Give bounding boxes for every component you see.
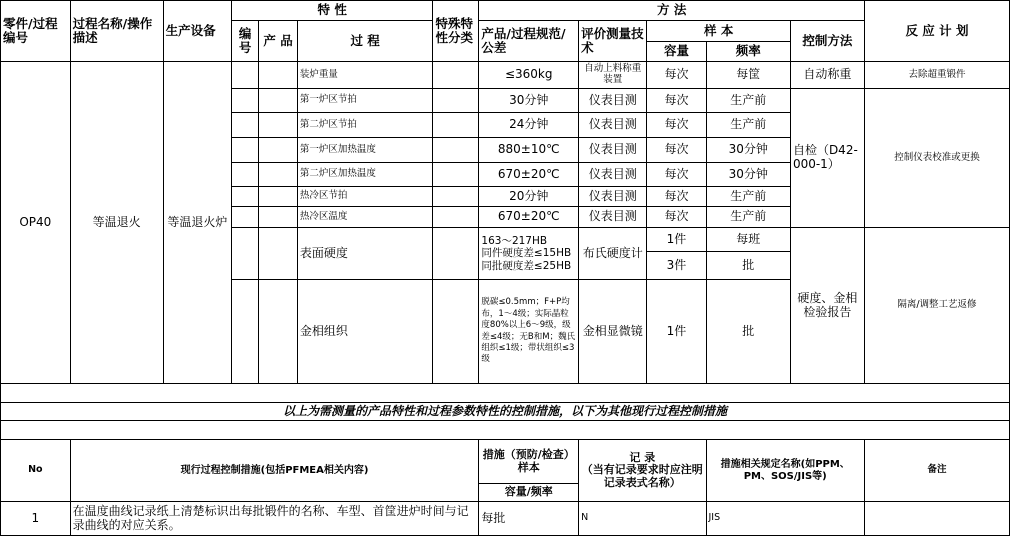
row-capacity: 每次 <box>647 207 706 228</box>
cell-product <box>259 113 298 138</box>
footer-header-regulation: 措施相关规定名称(如PPM、PM、SOS/JIS等) <box>706 440 864 502</box>
hardness-spec-line: 同批硬度差≤25HB <box>481 259 572 272</box>
op-name: 等温退火 <box>70 62 163 384</box>
header-process-name: 过程名称/操作描述 <box>70 1 163 62</box>
cell-special <box>433 228 479 280</box>
footer-row-sample: 每批 <box>479 502 579 536</box>
control-group: 自检（D42-000-1） <box>790 89 864 228</box>
row-eval: 仪表目测 <box>579 163 647 187</box>
hardness-spec-line: 同件硬度差≤15HB <box>481 247 572 260</box>
row-frequency: 30分钟 <box>706 163 790 187</box>
cell-special <box>433 89 479 113</box>
row-spec: 670±20℃ <box>479 207 579 228</box>
cell-special <box>433 207 479 228</box>
header-col-eval: 评价测量技术 <box>579 21 647 62</box>
cell-no <box>232 187 259 207</box>
metallo-frequency: 批 <box>706 280 790 384</box>
row-capacity: 每次 <box>647 187 706 207</box>
footer-header-record-sub: （当有记录要求时应注明记录表式名称） <box>581 463 703 489</box>
row-process: 第二炉区加热温度 <box>297 163 433 187</box>
row-control: 自动称重 <box>790 62 864 89</box>
cell-no <box>232 89 259 113</box>
header-col-control: 控制方法 <box>790 21 864 62</box>
hardness-spec-line: 163～217HB <box>481 235 548 248</box>
row-reaction: 去除超重锻件 <box>864 62 1009 89</box>
cell-no <box>232 138 259 163</box>
lower-control: 硬度、金相检验报告 <box>790 228 864 384</box>
row-process: 装炉重量 <box>297 62 433 89</box>
metallo-process: 金相组织 <box>297 280 433 384</box>
row-eval: 自动上料称重装置 <box>579 62 647 89</box>
row-eval: 仪表目测 <box>579 89 647 113</box>
header-reaction-plan: 反 应 计 划 <box>864 1 1009 62</box>
row-spec: 880±10℃ <box>479 138 579 163</box>
cell-no <box>232 62 259 89</box>
footer-row-measure: 在温度曲线记录纸上清楚标识出每批锻件的名称、车型、首筐进炉时间与记录曲线的对应关系。 <box>70 502 479 536</box>
cell-special <box>433 62 479 89</box>
row-frequency: 生产前 <box>706 89 790 113</box>
row-spec: ≤360kg <box>479 62 579 89</box>
footer-header-remark: 备注 <box>864 440 1009 502</box>
cell-product <box>259 228 298 280</box>
header-special-class: 特殊特性分类 <box>433 1 479 62</box>
spacer-band <box>1 421 1010 440</box>
row-frequency: 每筐 <box>706 62 790 89</box>
row-capacity: 每次 <box>647 62 706 89</box>
cell-product <box>259 163 298 187</box>
header-characteristics: 特 性 <box>232 1 433 21</box>
row-capacity: 每次 <box>647 89 706 113</box>
footer-header-no: No <box>1 440 71 502</box>
row-process: 第二炉区节拍 <box>297 113 433 138</box>
header-col-frequency: 频率 <box>706 42 790 62</box>
header-col-capacity: 容量 <box>647 42 706 62</box>
row-eval: 仪表目测 <box>579 187 647 207</box>
row-process: 第一炉区节拍 <box>297 89 433 113</box>
row-frequency: 30分钟 <box>706 138 790 163</box>
lower-reaction: 隔离/调整工艺返修 <box>864 228 1009 384</box>
row-spec: 670±20℃ <box>479 163 579 187</box>
row-process: 第一炉区加热温度 <box>297 138 433 163</box>
header-col-spec: 产品/过程规范/公差 <box>479 21 579 62</box>
footer-row-regulation: JIS <box>706 502 864 536</box>
metallo-capacity: 1件 <box>647 280 706 384</box>
row-process: 热冷区温度 <box>297 207 433 228</box>
spacer-band <box>1 384 1010 403</box>
cell-no <box>232 228 259 280</box>
cell-special <box>433 187 479 207</box>
transition-note: 以上为需测量的产品特性和过程参数特性的控制措施，以下为其他现行过程控制措施 <box>1 403 1010 421</box>
row-eval: 仪表目测 <box>579 207 647 228</box>
row-capacity: 每次 <box>647 113 706 138</box>
cell-product <box>259 62 298 89</box>
op-equipment: 等温退火炉 <box>163 62 231 384</box>
row-spec: 24分钟 <box>479 113 579 138</box>
row-frequency: 生产前 <box>706 113 790 138</box>
row-capacity: 每次 <box>647 163 706 187</box>
header-col-sample: 样 本 <box>647 21 790 42</box>
cell-product <box>259 187 298 207</box>
footer-header-sample: 措施（预防/检查）样本 <box>479 440 579 484</box>
row-process: 热冷区节拍 <box>297 187 433 207</box>
cell-no <box>232 163 259 187</box>
cell-product <box>259 207 298 228</box>
footer-header-record <box>579 440 706 502</box>
hardness-process: 表面硬度 <box>297 228 433 280</box>
hardness-sample1-capacity: 1件 <box>647 228 706 252</box>
row-frequency: 生产前 <box>706 187 790 207</box>
header-col-process: 过 程 <box>297 21 433 62</box>
cell-special <box>433 113 479 138</box>
header-col-no: 编号 <box>232 21 259 62</box>
hardness-spec <box>479 228 579 280</box>
reaction-group: 控制仪表校准或更换 <box>864 89 1009 228</box>
cell-product <box>259 280 298 384</box>
cell-no <box>232 280 259 384</box>
footer-header-record-title: 记 录 <box>629 450 656 464</box>
footer-header-capacity-freq: 容量/频率 <box>479 484 579 502</box>
cell-no <box>232 113 259 138</box>
footer-row-remark <box>864 502 1009 536</box>
cell-special <box>433 280 479 384</box>
header-methods: 方 法 <box>479 1 865 21</box>
hardness-sample2-frequency: 批 <box>706 252 790 280</box>
op-number: OP40 <box>1 62 71 384</box>
hardness-eval: 布氏硬度计 <box>579 228 647 280</box>
header-equipment: 生产设备 <box>163 1 231 62</box>
row-spec: 20分钟 <box>479 187 579 207</box>
header-col-product: 产 品 <box>259 21 298 62</box>
cell-product <box>259 138 298 163</box>
cell-product <box>259 89 298 113</box>
row-capacity: 每次 <box>647 138 706 163</box>
row-eval: 仪表目测 <box>579 138 647 163</box>
footer-row-no: 1 <box>1 502 71 536</box>
footer-row-record: N <box>579 502 706 536</box>
row-frequency: 生产前 <box>706 207 790 228</box>
cell-special <box>433 138 479 163</box>
row-spec: 30分钟 <box>479 89 579 113</box>
hardness-sample1-frequency: 每班 <box>706 228 790 252</box>
hardness-sample2-capacity: 3件 <box>647 252 706 280</box>
header-part-no: 零件/过程编号 <box>1 1 71 62</box>
cell-special <box>433 163 479 187</box>
metallo-spec: 脱碳≤0.5mm；F+P均布，1～4级；实际晶粒度80%以上6～9级，级差≤4级；无B和M；魏氏组织≤1级；带状组织≤3级 <box>479 280 579 384</box>
footer-header-measure: 现行过程控制措施(包括PFMEA相关内容) <box>70 440 479 502</box>
cell-no <box>232 207 259 228</box>
row-eval: 仪表目测 <box>579 113 647 138</box>
metallo-eval: 金相显微镜 <box>579 280 647 384</box>
